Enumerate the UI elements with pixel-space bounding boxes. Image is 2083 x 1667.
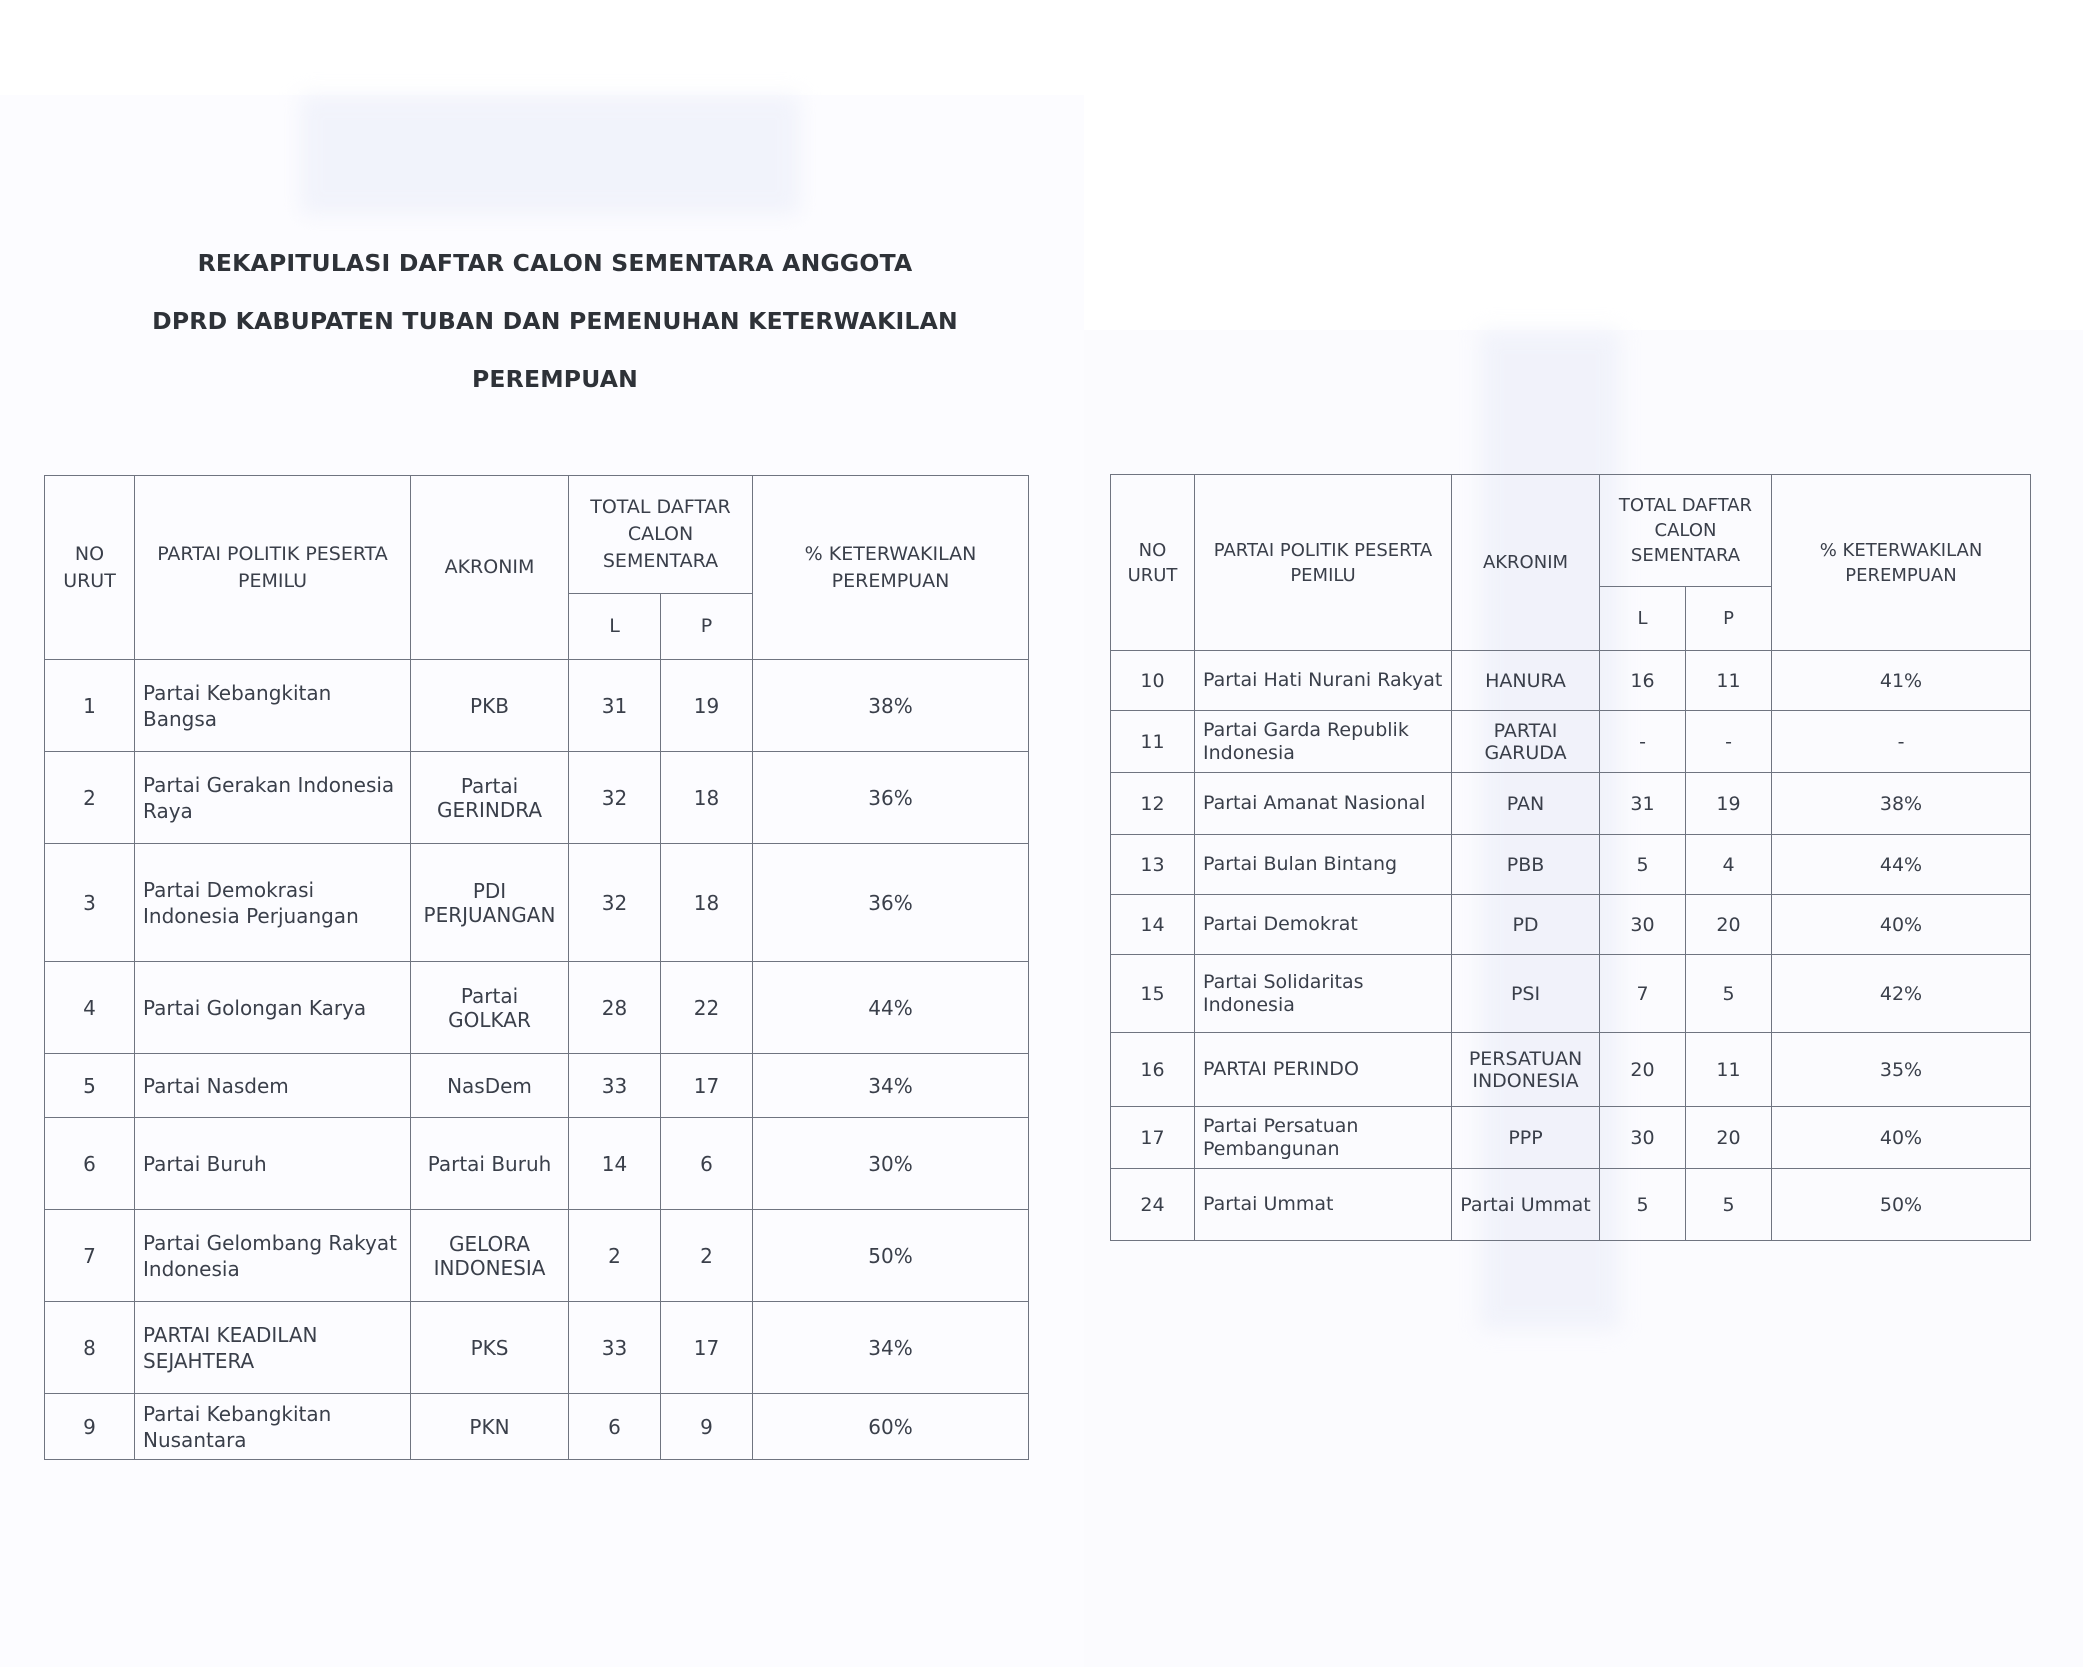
table-row — [1111, 1107, 2031, 1169]
row-partai: Partai Amanat Nasional — [1195, 773, 1452, 835]
row-akronim: HANURA — [1452, 651, 1600, 711]
row-no: 3 — [45, 844, 135, 962]
row-no: 10 — [1111, 651, 1195, 711]
recap-table-right — [1110, 474, 2031, 1241]
header-row — [45, 476, 1029, 594]
row-l: 31 — [569, 660, 661, 752]
row-l: 2 — [569, 1210, 661, 1302]
table-row — [45, 1210, 1029, 1302]
row-akronim: PSI — [1452, 955, 1600, 1033]
row-no: 1 — [45, 660, 135, 752]
row-l: - — [1600, 711, 1686, 773]
row-persen: 38% — [753, 660, 1029, 752]
row-akronim: PAN — [1452, 773, 1600, 835]
row-akronim: PKB — [411, 660, 569, 752]
row-persen: 30% — [753, 1118, 1029, 1210]
row-persen: 34% — [753, 1054, 1029, 1118]
row-partai: Partai Buruh — [135, 1118, 411, 1210]
table-row — [1111, 955, 2031, 1033]
row-persen: 50% — [753, 1210, 1029, 1302]
row-l: 5 — [1600, 835, 1686, 895]
row-no: 24 — [1111, 1169, 1195, 1241]
row-akronim: Partai GOLKAR — [411, 962, 569, 1054]
row-partai: Partai Gelombang Rakyat Indonesia — [135, 1210, 411, 1302]
row-partai: Partai Ummat — [1195, 1169, 1452, 1241]
header-persen: % KETERWAKILAN PEREMPUAN — [1772, 475, 2031, 651]
recap-table-left — [44, 475, 1029, 1460]
row-persen: 44% — [1772, 835, 2031, 895]
document-title — [120, 243, 990, 417]
table-row — [45, 660, 1029, 752]
row-p: 18 — [661, 752, 753, 844]
header-no-urut: NO URUT — [1111, 475, 1195, 651]
header-total: TOTAL DAFTAR CALON SEMENTARA — [1600, 475, 1772, 587]
header-persen: % KETERWAKILAN PEREMPUAN — [753, 476, 1029, 660]
row-no: 13 — [1111, 835, 1195, 895]
row-no: 16 — [1111, 1033, 1195, 1107]
row-p: 9 — [661, 1394, 753, 1460]
table-row — [45, 1118, 1029, 1210]
row-p: 2 — [661, 1210, 753, 1302]
row-p: 5 — [1686, 955, 1772, 1033]
header-p: P — [661, 594, 753, 660]
row-no: 2 — [45, 752, 135, 844]
row-akronim: PKS — [411, 1302, 569, 1394]
header-no-urut: NO URUT — [45, 476, 135, 660]
header-akronim: AKRONIM — [1452, 475, 1600, 651]
row-p: 20 — [1686, 895, 1772, 955]
row-p: 20 — [1686, 1107, 1772, 1169]
row-partai: PARTAI PERINDO — [1195, 1033, 1452, 1107]
row-partai: Partai Kebangkitan Bangsa — [135, 660, 411, 752]
row-persen: 60% — [753, 1394, 1029, 1460]
row-l: 20 — [1600, 1033, 1686, 1107]
row-p: 19 — [1686, 773, 1772, 835]
row-persen: 41% — [1772, 651, 2031, 711]
row-partai: PARTAI KEADILAN SEJAHTERA — [135, 1302, 411, 1394]
table-row — [45, 962, 1029, 1054]
row-l: 30 — [1600, 1107, 1686, 1169]
table-row — [1111, 711, 2031, 773]
row-partai: Partai Kebangkitan Nusantara — [135, 1394, 411, 1460]
row-persen: 36% — [753, 752, 1029, 844]
row-l: 6 — [569, 1394, 661, 1460]
table-row — [1111, 651, 2031, 711]
row-partai: Partai Demokrat — [1195, 895, 1452, 955]
table-row — [45, 1302, 1029, 1394]
row-persen: 50% — [1772, 1169, 2031, 1241]
row-l: 31 — [1600, 773, 1686, 835]
row-akronim: PARTAI GARUDA — [1452, 711, 1600, 773]
header-partai: PARTAI POLITIK PESERTA PEMILU — [135, 476, 411, 660]
row-no: 7 — [45, 1210, 135, 1302]
row-l: 33 — [569, 1302, 661, 1394]
row-persen: - — [1772, 711, 2031, 773]
row-partai: Partai Nasdem — [135, 1054, 411, 1118]
table-row — [1111, 835, 2031, 895]
row-p: 17 — [661, 1302, 753, 1394]
row-akronim: PPP — [1452, 1107, 1600, 1169]
row-persen: 35% — [1772, 1033, 2031, 1107]
row-persen: 40% — [1772, 895, 2031, 955]
row-akronim: NasDem — [411, 1054, 569, 1118]
row-persen: 38% — [1772, 773, 2031, 835]
row-no: 9 — [45, 1394, 135, 1460]
header-akronim: AKRONIM — [411, 476, 569, 660]
row-l: 14 — [569, 1118, 661, 1210]
table-row — [1111, 773, 2031, 835]
row-p: 19 — [661, 660, 753, 752]
table-row — [45, 1394, 1029, 1460]
row-no: 4 — [45, 962, 135, 1054]
row-p: 17 — [661, 1054, 753, 1118]
header-total: TOTAL DAFTAR CALON SEMENTARA — [569, 476, 753, 594]
row-persen: 40% — [1772, 1107, 2031, 1169]
table-body-right — [1111, 651, 2031, 1241]
row-partai: Partai Golongan Karya — [135, 962, 411, 1054]
row-partai: Partai Hati Nurani Rakyat — [1195, 651, 1452, 711]
row-partai: Partai Bulan Bintang — [1195, 835, 1452, 895]
row-akronim: Partai Ummat — [1452, 1169, 1600, 1241]
row-l: 5 — [1600, 1169, 1686, 1241]
row-partai: Partai Solidaritas Indonesia — [1195, 955, 1452, 1033]
row-akronim: PDI PERJUANGAN — [411, 844, 569, 962]
table-row — [45, 1054, 1029, 1118]
table-row — [1111, 1033, 2031, 1107]
table-row — [1111, 1169, 2031, 1241]
row-akronim: GELORA INDONESIA — [411, 1210, 569, 1302]
row-partai: Partai Demokrasi Indonesia Perjuangan — [135, 844, 411, 962]
row-no: 14 — [1111, 895, 1195, 955]
row-l: 30 — [1600, 895, 1686, 955]
table-body-left — [45, 660, 1029, 1460]
row-p: 11 — [1686, 651, 1772, 711]
table-row — [45, 844, 1029, 962]
row-p: - — [1686, 711, 1772, 773]
row-no: 15 — [1111, 955, 1195, 1033]
header-row — [1111, 475, 2031, 587]
row-partai: Partai Garda Republik Indonesia — [1195, 711, 1452, 773]
header-l: L — [1600, 587, 1686, 651]
header-l: L — [569, 594, 661, 660]
row-p: 22 — [661, 962, 753, 1054]
row-akronim: Partai GERINDRA — [411, 752, 569, 844]
title-line-3: PEREMPUAN — [471, 365, 639, 393]
row-partai: Partai Gerakan Indonesia Raya — [135, 752, 411, 844]
row-no: 11 — [1111, 711, 1195, 773]
table-row — [1111, 895, 2031, 955]
row-akronim: PERSATUAN INDONESIA — [1452, 1033, 1600, 1107]
row-persen: 42% — [1772, 955, 2031, 1033]
row-persen: 44% — [753, 962, 1029, 1054]
row-p: 5 — [1686, 1169, 1772, 1241]
row-akronim: PD — [1452, 895, 1600, 955]
row-no: 17 — [1111, 1107, 1195, 1169]
row-p: 6 — [661, 1118, 753, 1210]
row-p: 4 — [1686, 835, 1772, 895]
table-row — [45, 752, 1029, 844]
row-no: 8 — [45, 1302, 135, 1394]
row-p: 11 — [1686, 1033, 1772, 1107]
row-l: 32 — [569, 752, 661, 844]
row-akronim: PKN — [411, 1394, 569, 1460]
row-l: 28 — [569, 962, 661, 1054]
row-l: 33 — [569, 1054, 661, 1118]
row-persen: 34% — [753, 1302, 1029, 1394]
row-akronim: Partai Buruh — [411, 1118, 569, 1210]
row-akronim: PBB — [1452, 835, 1600, 895]
row-persen: 36% — [753, 844, 1029, 962]
row-l: 32 — [569, 844, 661, 962]
row-l: 7 — [1600, 955, 1686, 1033]
header-partai: PARTAI POLITIK PESERTA PEMILU — [1195, 475, 1452, 651]
row-no: 12 — [1111, 773, 1195, 835]
scan-shade — [300, 95, 800, 215]
header-p: P — [1686, 587, 1772, 651]
title-line-1: REKAPITULASI DAFTAR CALON SEMENTARA ANGGOTA — [197, 249, 913, 277]
row-no: 6 — [45, 1118, 135, 1210]
title-line-2: DPRD KABUPATEN TUBAN DAN PEMENUHAN KETERWAKILAN — [152, 307, 958, 335]
row-l: 16 — [1600, 651, 1686, 711]
row-partai: Partai Persatuan Pembangunan — [1195, 1107, 1452, 1169]
row-p: 18 — [661, 844, 753, 962]
row-no: 5 — [45, 1054, 135, 1118]
